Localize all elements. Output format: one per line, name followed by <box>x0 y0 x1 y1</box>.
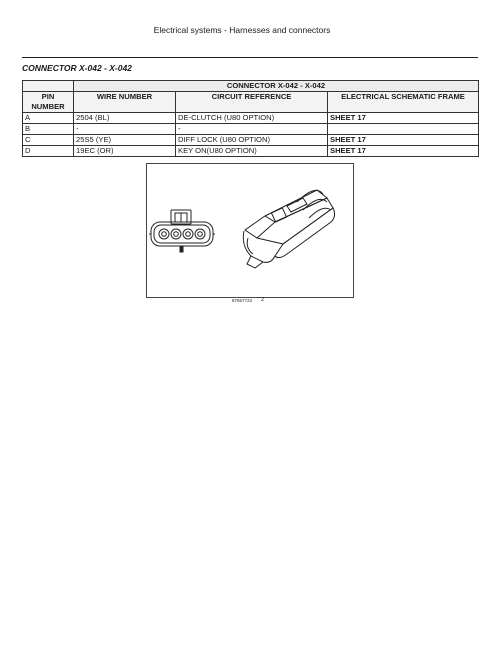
section-title: CONNECTOR X-042 - X-042 <box>22 63 132 73</box>
connector-table <box>22 80 479 157</box>
pin-cell: A <box>23 113 74 124</box>
table-row <box>23 146 479 157</box>
table-header-row <box>23 92 479 113</box>
frame-cell: SHEET 17 <box>328 113 479 124</box>
wire-cell: 19EC (OR) <box>74 146 176 157</box>
connector-face-view <box>149 210 215 252</box>
connector-perspective-view <box>243 190 334 268</box>
header-circuit-reference: CIRCUIT REFERENCE <box>176 92 328 113</box>
table-row <box>23 113 479 124</box>
frame-cell <box>328 124 479 135</box>
circuit-cell: DIFF LOCK (U80 OPTION) <box>176 135 328 146</box>
circuit-cell: KEY ON(U80 OPTION) <box>176 146 328 157</box>
circuit-cell: DE-CLUTCH (U80 OPTION) <box>176 113 328 124</box>
wire-cell: 2504 (BL) <box>74 113 176 124</box>
figure-number: 2 <box>261 297 265 303</box>
frame-cell: SHEET 17 <box>328 146 479 157</box>
table-caption: CONNECTOR X-042 - X-042 <box>74 81 479 92</box>
pin-cell: B <box>23 124 74 135</box>
header-wire-number: WIRE NUMBER <box>74 92 176 113</box>
connector-illustration <box>147 164 353 297</box>
wire-cell: - <box>74 124 176 135</box>
table-row <box>23 124 479 135</box>
header-schematic-frame: ELECTRICAL SCHEMATIC FRAME <box>328 92 479 113</box>
wire-cell: 25S5 (YE) <box>74 135 176 146</box>
pin-cell: D <box>23 146 74 157</box>
frame-cell: SHEET 17 <box>328 135 479 146</box>
figure-code: 87657723 <box>232 298 253 303</box>
page-header-title: Electrical systems - Harnesses and connectors <box>153 25 331 35</box>
header-pin-number: PIN NUMBER <box>23 92 74 113</box>
connector-figure <box>146 163 354 298</box>
header-divider <box>22 57 478 58</box>
pin-cell: C <box>23 135 74 146</box>
table-row <box>23 135 479 146</box>
circuit-cell: - <box>176 124 328 135</box>
